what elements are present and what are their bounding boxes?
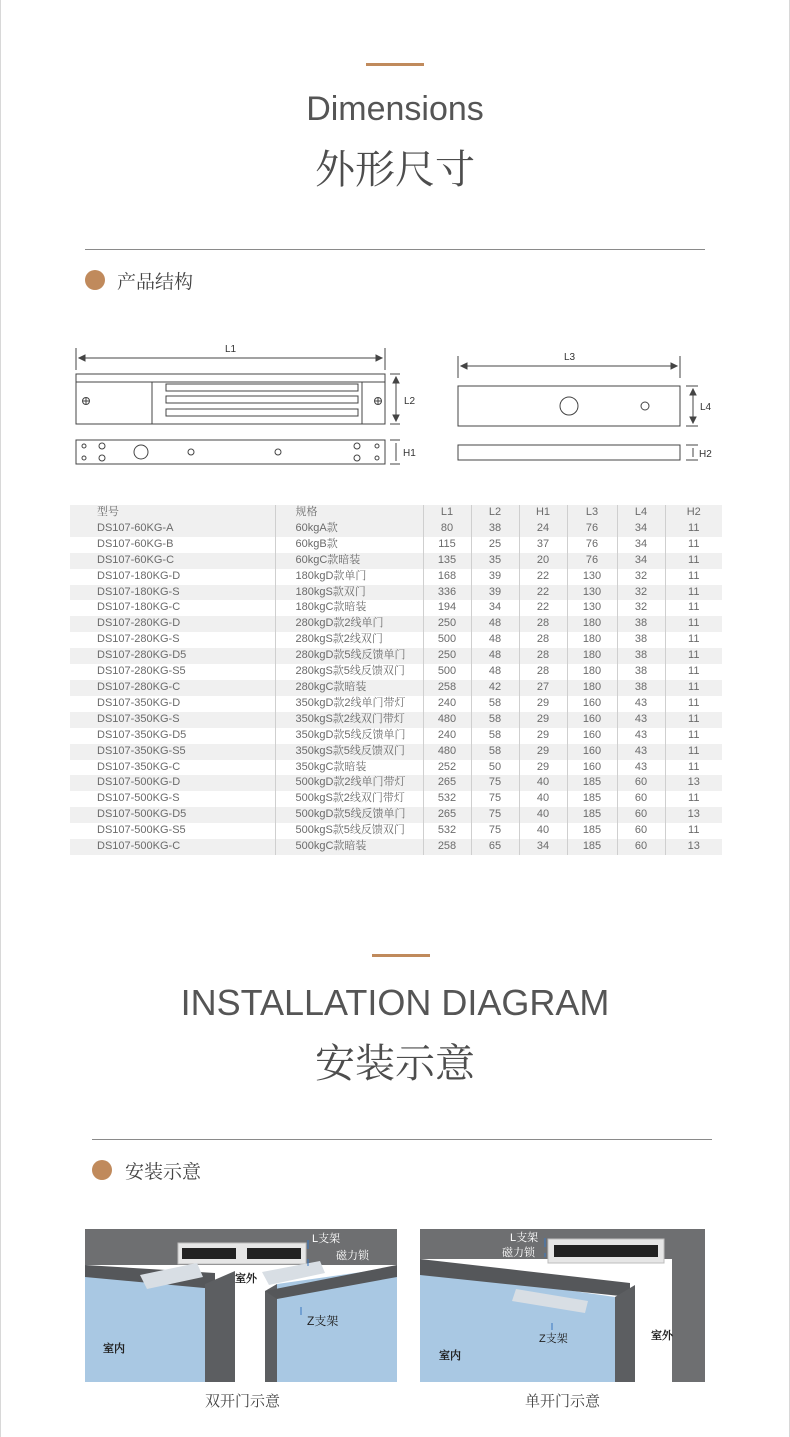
- subsection-title: 安装示意: [125, 1161, 202, 1183]
- table-cell: 160: [567, 696, 617, 712]
- table-cell: DS107-500KG-D: [70, 775, 275, 791]
- table-row: [70, 569, 722, 585]
- table-cell: 350kgS款5线反馈双门: [275, 744, 423, 760]
- accent-bar: [372, 954, 430, 957]
- table-cell: 500kgS款5线反馈双门: [275, 823, 423, 839]
- table-cell: 160: [567, 712, 617, 728]
- table-cell: 38: [617, 616, 665, 632]
- table-cell: DS107-500KG-S5: [70, 823, 275, 839]
- table-cell: 160: [567, 728, 617, 744]
- table-cell: 500kgD款2线单门带灯: [275, 775, 423, 791]
- table-cell: 350kgD款5线反馈单门: [275, 728, 423, 744]
- table-cell: 11: [688, 569, 700, 582]
- table-cell: 11: [688, 744, 700, 757]
- header-spec: 规格: [275, 505, 423, 521]
- table-cell: 11: [688, 712, 700, 725]
- table-cell: 500: [423, 664, 471, 680]
- table-cell: 336: [423, 585, 471, 601]
- table-cell: 60: [617, 775, 665, 791]
- label-outside: 室外: [235, 1273, 257, 1285]
- label-l1: L1: [225, 344, 237, 355]
- table-cell: 38: [471, 521, 519, 537]
- table-cell: 35: [471, 553, 519, 569]
- header-h1: H1: [519, 505, 567, 521]
- table-cell: 194: [423, 600, 471, 616]
- table-cell: 11: [688, 601, 700, 614]
- table-cell: 38: [617, 664, 665, 680]
- table-cell: DS107-350KG-C: [70, 760, 275, 776]
- label-l3: L3: [564, 352, 576, 363]
- table-cell: 180kgS款双门: [275, 585, 423, 601]
- table-cell: 60kgB款: [275, 537, 423, 553]
- spec-table: [70, 505, 722, 855]
- table-cell: 240: [423, 728, 471, 744]
- table-cell: 185: [567, 823, 617, 839]
- table-cell: 34: [617, 537, 665, 553]
- table-header-row: [70, 505, 722, 521]
- table-cell: 48: [471, 616, 519, 632]
- table-cell: 40: [519, 807, 567, 823]
- table-cell: 13: [687, 808, 700, 821]
- table-cell: DS107-180KG-C: [70, 600, 275, 616]
- section-title-cn: 安装示意: [315, 1041, 475, 1087]
- table-cell: 350kgS款2线双门带灯: [275, 712, 423, 728]
- table-cell: 500kgS款2线双门带灯: [275, 791, 423, 807]
- table-row: [70, 664, 722, 680]
- table-cell: 48: [471, 632, 519, 648]
- table-cell: 58: [471, 728, 519, 744]
- table-cell: 180: [567, 664, 617, 680]
- table-cell: 11: [688, 521, 700, 534]
- table-cell: 168: [423, 569, 471, 585]
- table-cell: 160: [567, 744, 617, 760]
- label-outside: 室外: [651, 1330, 673, 1342]
- table-cell: DS107-180KG-D: [70, 569, 275, 585]
- table-cell: 20: [519, 553, 567, 569]
- table-row: [70, 696, 722, 712]
- table-cell: 29: [519, 696, 567, 712]
- table-row: [70, 744, 722, 760]
- table-cell: 27: [519, 680, 567, 696]
- table-row: [70, 632, 722, 648]
- header-l3: L3: [567, 505, 617, 521]
- table-cell: 75: [471, 775, 519, 791]
- table-cell: 22: [519, 600, 567, 616]
- table-cell: 258: [423, 839, 471, 855]
- table-row: [70, 712, 722, 728]
- table-cell: 185: [567, 775, 617, 791]
- table-cell: 29: [519, 712, 567, 728]
- table-cell: DS107-500KG-S: [70, 791, 275, 807]
- bullet-dot: [85, 270, 105, 290]
- table-cell: 60kgC款暗装: [275, 553, 423, 569]
- double-door-diagram: [85, 1229, 397, 1382]
- table-cell: 34: [519, 839, 567, 855]
- label-l-bracket: L支架: [510, 1232, 539, 1244]
- table-cell: 80: [423, 521, 471, 537]
- label-lock: 磁力锁: [336, 1250, 369, 1262]
- table-cell: 11: [688, 553, 700, 566]
- table-cell: 180: [567, 632, 617, 648]
- table-cell: 38: [617, 680, 665, 696]
- table-cell: 43: [617, 760, 665, 776]
- table-cell: 43: [617, 744, 665, 760]
- section-title-en: Dimensions: [306, 90, 484, 128]
- table-cell: 532: [423, 823, 471, 839]
- table-cell: 500kgC款暗装: [275, 839, 423, 855]
- table-cell: 76: [567, 553, 617, 569]
- table-cell: DS107-280KG-D: [70, 616, 275, 632]
- table-cell: 480: [423, 744, 471, 760]
- table-cell: DS107-350KG-S5: [70, 744, 275, 760]
- table-cell: DS107-500KG-D5: [70, 807, 275, 823]
- table-cell: 39: [471, 569, 519, 585]
- table-cell: 32: [617, 600, 665, 616]
- table-cell: 280kgD款5线反馈单门: [275, 648, 423, 664]
- table-cell: 250: [423, 648, 471, 664]
- table-cell: 40: [519, 823, 567, 839]
- table-cell: 185: [567, 807, 617, 823]
- header-l1: L1: [423, 505, 471, 521]
- table-cell: 135: [423, 553, 471, 569]
- section-title-en: INSTALLATION DIAGRAM: [180, 982, 610, 1023]
- table-cell: 350kgD款2线单门带灯: [275, 696, 423, 712]
- table-cell: 130: [567, 569, 617, 585]
- single-door-diagram: [420, 1229, 705, 1382]
- table-cell: 11: [688, 728, 700, 741]
- table-cell: 180kgC款暗装: [275, 600, 423, 616]
- header-l4: L4: [617, 505, 665, 521]
- table-cell: DS107-280KG-S: [70, 632, 275, 648]
- header-l2: L2: [471, 505, 519, 521]
- table-row: [70, 616, 722, 632]
- table-row: [70, 521, 722, 537]
- table-row: [70, 807, 722, 823]
- header-model: 型号: [70, 505, 275, 521]
- table-cell: 500kgD款5线反馈单门: [275, 807, 423, 823]
- table-cell: 34: [617, 521, 665, 537]
- table-cell: 22: [519, 585, 567, 601]
- caption-double-door: 双开门示意: [204, 1392, 280, 1410]
- subsection-title: 产品结构: [117, 271, 194, 293]
- label-inside: 室内: [103, 1343, 125, 1355]
- table-cell: 11: [688, 665, 700, 678]
- table-cell: 258: [423, 680, 471, 696]
- table-cell: 60: [617, 823, 665, 839]
- table-cell: 480: [423, 712, 471, 728]
- table-cell: 280kgC款暗装: [275, 680, 423, 696]
- table-cell: 48: [471, 648, 519, 664]
- table-row: [70, 600, 722, 616]
- table-cell: 11: [688, 680, 700, 693]
- table-cell: 280kgS款2线双门: [275, 632, 423, 648]
- table-cell: DS107-60KG-C: [70, 553, 275, 569]
- table-cell: DS107-280KG-D5: [70, 648, 275, 664]
- table-cell: 11: [688, 617, 700, 630]
- label-h1: H1: [403, 448, 416, 459]
- table-cell: DS107-280KG-S5: [70, 664, 275, 680]
- table-cell: 38: [617, 632, 665, 648]
- table-cell: 48: [471, 664, 519, 680]
- table-cell: 32: [617, 585, 665, 601]
- table-cell: 350kgC款暗装: [275, 760, 423, 776]
- divider: [92, 1139, 712, 1140]
- table-cell: DS107-350KG-D: [70, 696, 275, 712]
- table-cell: DS107-180KG-S: [70, 585, 275, 601]
- table-cell: 28: [519, 616, 567, 632]
- table-cell: 22: [519, 569, 567, 585]
- table-cell: 180: [567, 648, 617, 664]
- header-h2: H2: [686, 506, 701, 518]
- table-cell: 13: [687, 776, 700, 789]
- table-cell: 76: [567, 521, 617, 537]
- table-cell: 28: [519, 648, 567, 664]
- table-cell: 60kgA款: [275, 521, 423, 537]
- label-h2: H2: [699, 449, 712, 460]
- table-cell: 250: [423, 616, 471, 632]
- label-lock: 磁力锁: [502, 1247, 535, 1259]
- table-cell: 28: [519, 664, 567, 680]
- table-cell: 180: [567, 680, 617, 696]
- table-cell: 37: [519, 537, 567, 553]
- table-cell: 130: [567, 585, 617, 601]
- table-cell: 11: [688, 824, 700, 837]
- table-cell: 160: [567, 760, 617, 776]
- table-cell: 40: [519, 791, 567, 807]
- table-cell: DS107-280KG-C: [70, 680, 275, 696]
- table-cell: 185: [567, 791, 617, 807]
- label-z-bracket: Z支架: [539, 1333, 568, 1345]
- label-z-bracket: Z支架: [307, 1314, 339, 1328]
- table-row: [70, 537, 722, 553]
- table-cell: DS107-500KG-C: [70, 839, 275, 855]
- table-row: [70, 760, 722, 776]
- table-cell: 38: [617, 648, 665, 664]
- table-cell: 43: [617, 728, 665, 744]
- table-cell: 11: [688, 696, 700, 709]
- table-cell: 29: [519, 728, 567, 744]
- divider: [85, 249, 705, 250]
- table-cell: 115: [423, 537, 471, 553]
- table-row: [70, 823, 722, 839]
- table-cell: DS107-350KG-S: [70, 712, 275, 728]
- table-cell: 11: [688, 792, 700, 805]
- table-cell: 60: [617, 807, 665, 823]
- table-row: [70, 775, 722, 791]
- table-cell: 58: [471, 744, 519, 760]
- table-cell: 60: [617, 791, 665, 807]
- table-row: [70, 553, 722, 569]
- table-cell: 29: [519, 744, 567, 760]
- bullet-dot: [92, 1160, 112, 1180]
- table-cell: 24: [519, 521, 567, 537]
- table-row: [70, 585, 722, 601]
- dimension-drawing: [0, 330, 790, 480]
- table-cell: 25: [471, 537, 519, 553]
- table-cell: 32: [617, 569, 665, 585]
- caption-single-door: 单开门示意: [524, 1392, 600, 1410]
- table-cell: 58: [471, 696, 519, 712]
- table-row: [70, 648, 722, 664]
- table-cell: 28: [519, 632, 567, 648]
- table-row: [70, 839, 722, 855]
- table-cell: 185: [567, 839, 617, 855]
- table-cell: 11: [688, 633, 700, 646]
- table-cell: 75: [471, 823, 519, 839]
- label-l2: L2: [404, 396, 416, 407]
- table-cell: 76: [567, 537, 617, 553]
- table-cell: DS107-60KG-B: [70, 537, 275, 553]
- table-cell: 75: [471, 791, 519, 807]
- table-row: [70, 791, 722, 807]
- table-cell: 130: [567, 600, 617, 616]
- table-cell: 40: [519, 775, 567, 791]
- table-cell: 65: [471, 839, 519, 855]
- accent-bar: [366, 63, 424, 66]
- table-cell: 280kgS款5线反馈双门: [275, 664, 423, 680]
- table-cell: DS107-350KG-D5: [70, 728, 275, 744]
- table-cell: 240: [423, 696, 471, 712]
- table-cell: 280kgD款2线单门: [275, 616, 423, 632]
- table-cell: 58: [471, 712, 519, 728]
- table-cell: 29: [519, 760, 567, 776]
- table-cell: 50: [471, 760, 519, 776]
- table-cell: 11: [688, 585, 700, 598]
- table-cell: 34: [617, 553, 665, 569]
- table-cell: 42: [471, 680, 519, 696]
- label-l4: L4: [700, 402, 712, 413]
- left-border: [0, 0, 1, 1437]
- table-row: [70, 680, 722, 696]
- label-l-bracket: L支架: [312, 1233, 341, 1245]
- table-cell: 11: [688, 760, 700, 773]
- table-row: [70, 728, 722, 744]
- table-cell: 13: [687, 840, 700, 853]
- table-cell: 180: [567, 616, 617, 632]
- section-title-cn: 外形尺寸: [315, 147, 475, 193]
- table-cell: 500: [423, 632, 471, 648]
- table-cell: 11: [688, 649, 700, 662]
- label-inside: 室内: [439, 1350, 461, 1362]
- table-cell: 39: [471, 585, 519, 601]
- table-cell: DS107-60KG-A: [70, 521, 275, 537]
- table-cell: 180kgD款单门: [275, 569, 423, 585]
- table-cell: 34: [471, 600, 519, 616]
- table-cell: 532: [423, 791, 471, 807]
- table-cell: 252: [423, 760, 471, 776]
- table-cell: 43: [617, 712, 665, 728]
- table-cell: 11: [688, 537, 700, 550]
- table-cell: 265: [423, 775, 471, 791]
- table-cell: 43: [617, 696, 665, 712]
- table-cell: 265: [423, 807, 471, 823]
- table-cell: 60: [617, 839, 665, 855]
- table-cell: 75: [471, 807, 519, 823]
